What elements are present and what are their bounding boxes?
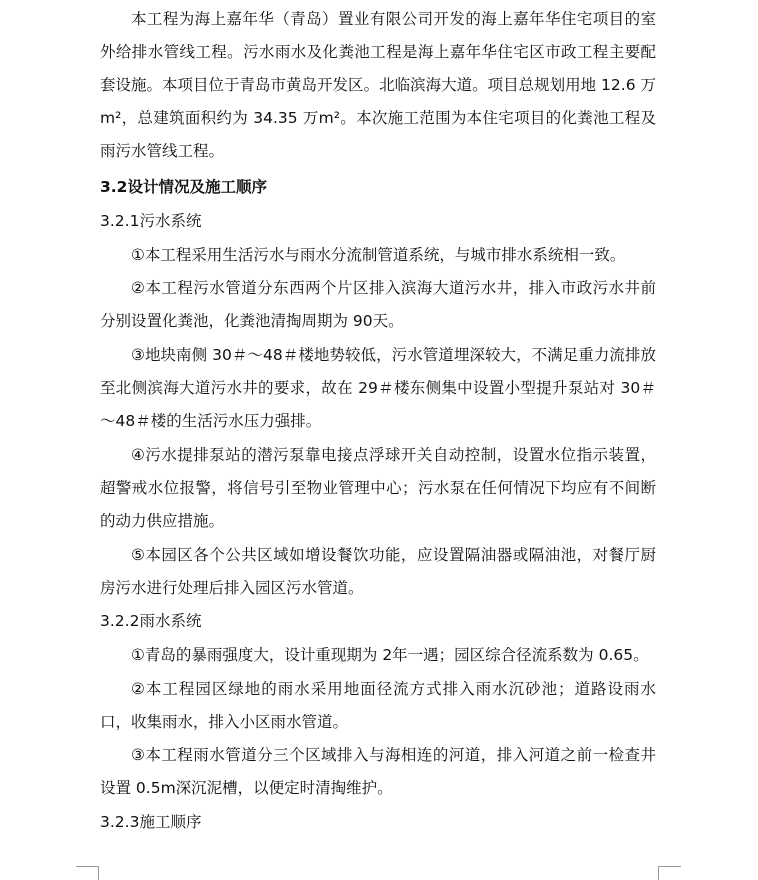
sewage-item-1: ①本工程采用生活污水与雨水分流制管道系统，与城市排水系统相一致。 <box>131 246 626 264</box>
construction-heading: 3.2.3施工顺序 <box>100 813 202 831</box>
sewage-item-3: ③地块南侧 30＃～48＃楼地势较低，污水管道埋深较大，不满足重力流排放至北侧滨海大道污水井的要求，故在 29＃楼东侧集中设置小型提升泵站对 30＃～48＃楼的生活污水压力强排。 <box>100 346 656 430</box>
sewage-item-4: ④污水提排泵站的潜污泵靠电接点浮球开关自动控制，设置水位指示装置，超警戒水位报警，将信号引至物业管理中心；污水泵在任何情况下均应有不间断的动力供应措施。 <box>100 446 656 530</box>
rain-item-2: ②本工程园区绿地的雨水采用地面径流方式排入雨水沉砂池；道路设雨水口，收集雨水，排入小区雨水管道。 <box>100 680 656 731</box>
margin-corner-mark-left <box>76 866 99 880</box>
section-heading: 3.2设计情况及施工顺序 <box>100 178 267 196</box>
rain-item-1: ①青岛的暴雨强度大，设计重现期为 2年一遇；园区综合径流系数为 0.65。 <box>131 646 649 664</box>
margin-corner-mark-right <box>658 866 681 880</box>
sewage-item-5: ⑤本园区各个公共区域如增设餐饮功能，应设置隔油器或隔油池，对餐厅厨房污水进行处理后排入园区污水管道。 <box>100 546 656 597</box>
rain-item-3: ③本工程雨水管道分三个区域排入与海相连的河道，排入河道之前一检查井设置 0.5m深沉泥槽，以便定时清掏维护。 <box>100 746 656 797</box>
rain-heading: 3.2.2雨水系统 <box>100 612 202 630</box>
sewage-heading: 3.2.1污水系统 <box>100 212 202 230</box>
sewage-item-2: ②本工程污水管道分东西两个片区排入滨海大道污水井，排入市政污水井前分别设置化粪池，化粪池清掏周期为 90天。 <box>100 279 656 330</box>
intro-paragraph: 本工程为海上嘉年华（青岛）置业有限公司开发的海上嘉年华住宅项目的室外给排水管线工程。污水雨水及化粪池工程是海上嘉年华住宅区市政工程主要配套设施。本项目位于青岛市黄岛开发区。北临滨海大道。项目总规划用地 12.6 万m²，总建筑面积约为 34.35 万m²。本次施工范围为本住宅项目的化粪池工程及雨污水管线工程。 <box>100 10 656 160</box>
